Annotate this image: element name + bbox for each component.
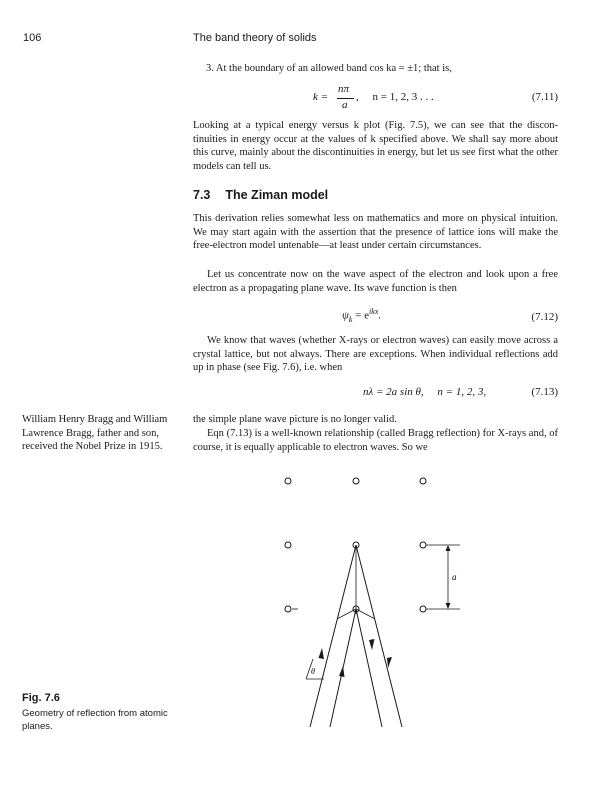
atom	[420, 478, 426, 484]
page-number: 106	[23, 32, 42, 44]
eq-7-12-psi: ψ	[342, 309, 349, 322]
angle-label: θ	[311, 667, 315, 676]
margin-note: William Henry Bragg and William Lawrence Bragg, father and son, received the Nobel Prize in 1915.	[22, 414, 168, 452]
eq-7-11-numerator: nπ	[338, 83, 350, 95]
figure-caption: Geometry of reflection from atomic planes.	[22, 708, 168, 732]
spacing-label: a	[452, 572, 457, 582]
paragraph-energy: Looking at a typical energy versus k plot (Fig. 7.5), we can see that the discon-tinuities in energy occur at the values of k specified above. We shall say more about this curve, mainly about the discontinuities in energy, but let us see first what the other models can tell us.	[193, 120, 558, 172]
eq-7-11-denominator: a	[342, 99, 348, 111]
eq-7-12-sup: ikx	[369, 307, 379, 316]
equation-7-13: nλ = 2a sin θ, n = 1, 2, 3,	[363, 386, 487, 398]
eq-7-12-sub: k	[348, 314, 353, 324]
atom	[285, 478, 291, 484]
eq-7-11-number: (7.11)	[531, 91, 558, 103]
eq-7-11-rest: , n = 1, 2, 3 . . .	[356, 91, 434, 103]
section-number: 7.3	[193, 188, 211, 202]
paragraph-bragg: Eqn (7.13) is a well-known relationship (called Bragg reflection) for X-rays and, of course, it is equally applicable to electron waves. So we	[193, 428, 558, 453]
running-title: The band theory of solids	[193, 32, 317, 44]
list-item-3: 3. At the boundary of an allowed band cos ka = ±1; that is,	[206, 63, 452, 74]
spacing-arrowhead-bottom	[446, 603, 451, 609]
eq-7-12-end: .	[378, 309, 382, 322]
atom	[285, 606, 291, 612]
paragraph-ziman-1: This derivation relies somewhat less on mathematics and more on physical intuition. We may start again with the assertion that the presence of lattice ions will make the free-electron model untenable—at least under certain circumstances.	[193, 213, 558, 251]
spacing-arrowhead-top	[446, 545, 451, 551]
reflected-ray-outer	[356, 545, 402, 727]
arrow-incident-inner	[339, 666, 345, 677]
atom	[353, 478, 359, 484]
eq-7-12-number: (7.12)	[531, 311, 558, 323]
atom	[420, 542, 426, 548]
section-title: The Ziman model	[225, 188, 329, 202]
arrow-reflected-inner	[369, 639, 375, 650]
eq-7-11-lhs: k =	[313, 91, 329, 103]
eq-7-12-mid: = e	[352, 309, 369, 322]
paragraph-waves: We know that waves (whether X-rays or electron waves) can easily move across a crystal lattice, but not always. There are exceptions. When individual reflections add up in phase (see Fig. 7.6), i.e. when	[193, 335, 558, 373]
incident-ray-outer	[310, 545, 356, 727]
reflected-ray-inner	[356, 609, 382, 727]
atom	[420, 606, 426, 612]
eq-7-13-number: (7.13)	[531, 386, 558, 398]
paragraph-plane: the simple plane wave picture is no longer valid.	[193, 414, 397, 425]
atom	[285, 542, 291, 548]
figure-label: Fig. 7.6	[22, 692, 60, 704]
arrow-reflected-outer	[387, 657, 392, 668]
paragraph-ziman-2: Let us concentrate now on the wave aspect of the electron and look upon a free electron as a propagating plane wave. Its wave function is then	[193, 269, 558, 294]
arrow-incident-outer	[319, 648, 325, 659]
